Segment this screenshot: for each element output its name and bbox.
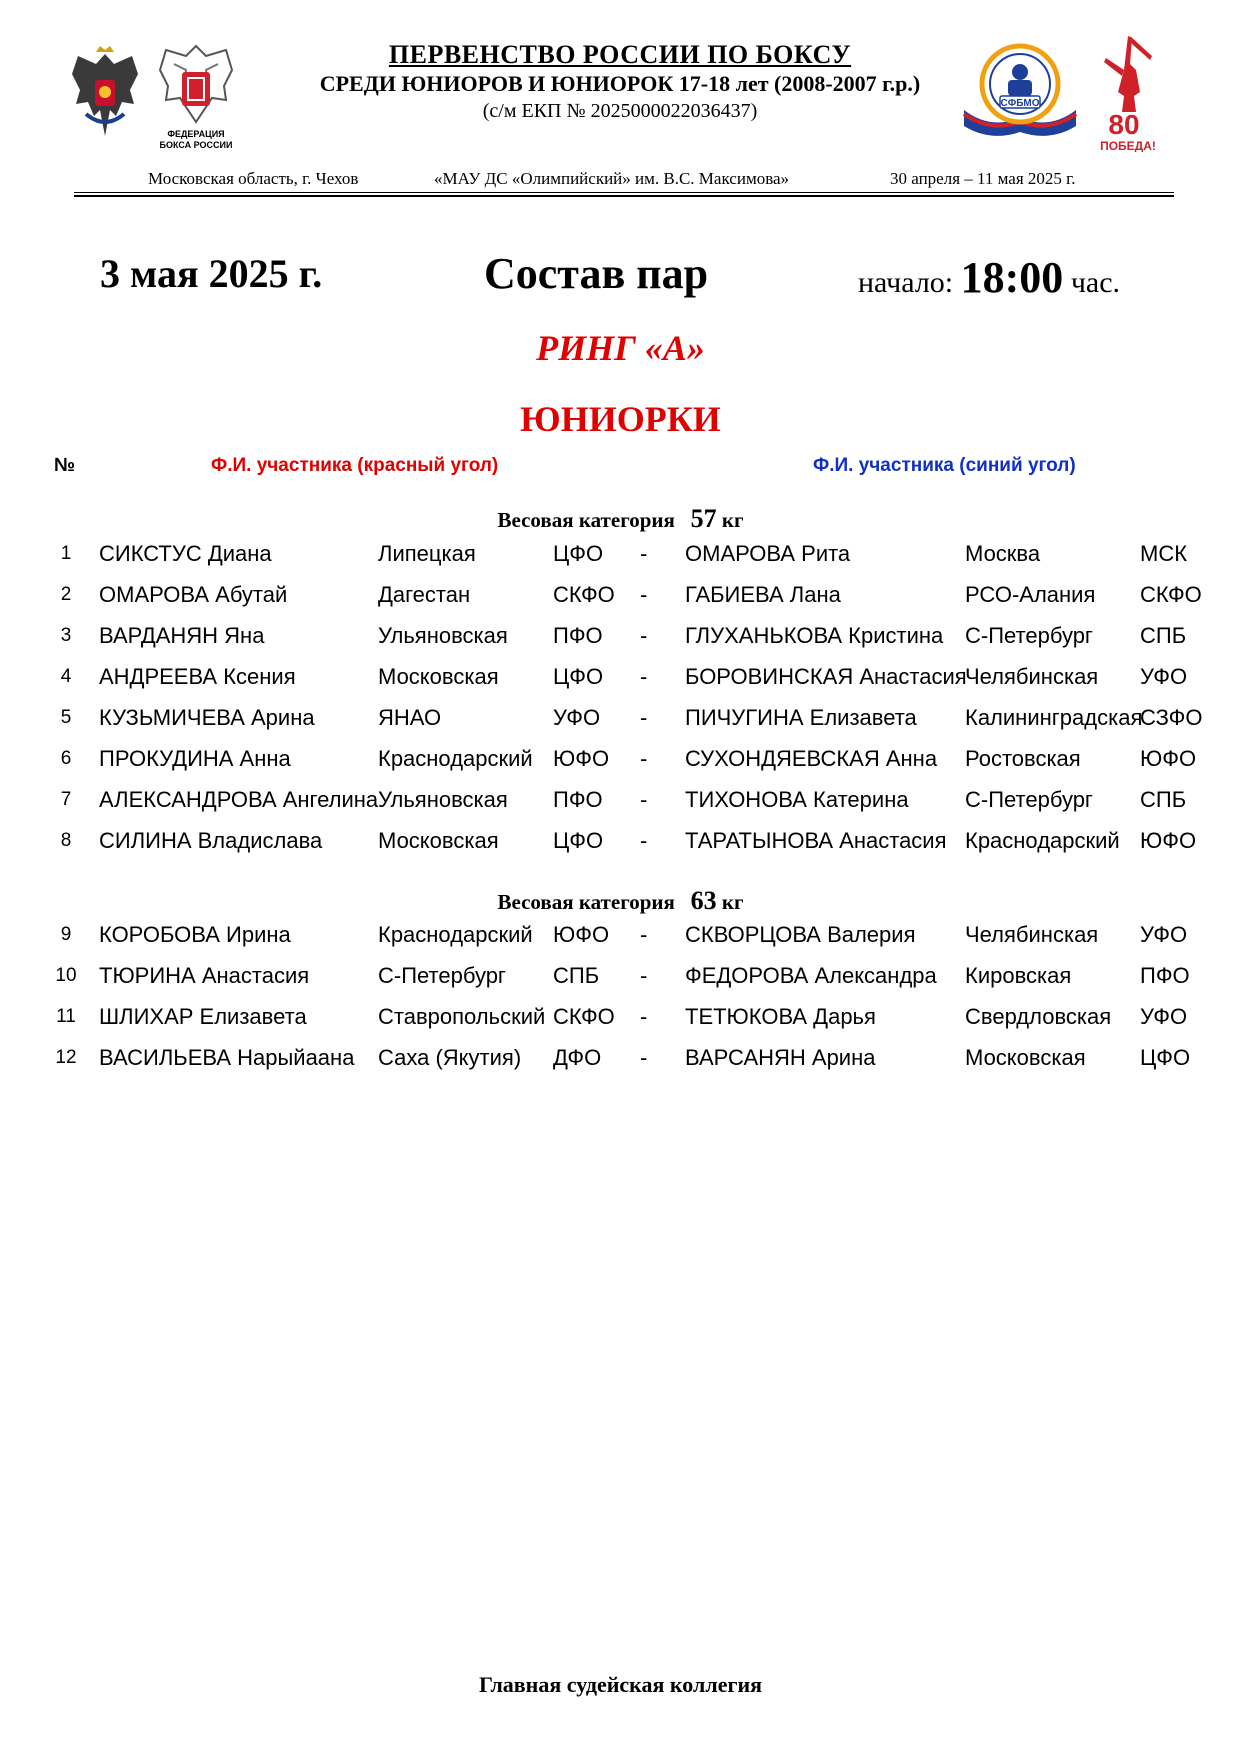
weight-category-label: Весовая категория (497, 508, 675, 532)
red-boxer-district: УФО (553, 705, 601, 730)
red-boxer-region: Краснодарский (378, 746, 533, 771)
table-row (0, 541, 1241, 581)
weight-category-57 (0, 504, 1241, 534)
event-title-line1: ПЕРВЕНСТВО РОССИИ ПО БОКСУ (388, 40, 852, 69)
blue-boxer-district: СКФО (1140, 582, 1202, 607)
red-boxer-name: ПРОКУДИНА Анна (99, 746, 291, 771)
table-row (0, 1004, 1241, 1044)
red-boxer-name: АНДРЕЕВА Ксения (99, 664, 296, 689)
weight-category-value: 63 (690, 886, 717, 915)
blue-boxer-region: Ростовская (965, 746, 1081, 771)
blue-boxer-name: СКВОРЦОВА Валерия (685, 922, 916, 947)
blue-boxer-region: С-Петербург (965, 623, 1093, 648)
victory-80-logo (1094, 34, 1164, 152)
table-row (0, 963, 1241, 1003)
blue-boxer-region: Москва (965, 541, 1041, 566)
header-divider (74, 192, 1174, 193)
red-boxer-region: Ульяновская (378, 623, 508, 648)
blue-boxer-district: ПФО (1140, 963, 1190, 988)
red-boxer-name: СИЛИНА Владислава (99, 828, 323, 853)
bout-separator: - (640, 746, 648, 771)
weight-category-63 (0, 886, 1241, 916)
red-boxer-district: ЦФО (553, 541, 604, 566)
column-header-red-corner: Ф.И. участника (красный угол) (211, 455, 499, 476)
bout-separator: - (640, 705, 648, 730)
blue-boxer-name: ФЕДОРОВА Александра (685, 963, 937, 988)
bout-separator: - (640, 963, 648, 988)
blue-boxer-district: СЗФО (1140, 705, 1203, 730)
blue-boxer-region: Свердловская (965, 1004, 1112, 1029)
venue-text: «МАУ ДС «Олимпийский» им. В.С. Максимова» (434, 169, 790, 188)
red-boxer-name: ШЛИХАР Елизавета (99, 1004, 307, 1029)
blue-boxer-name: ОМАРОВА Рита (685, 541, 851, 566)
red-boxer-district: ЮФО (553, 922, 610, 947)
blue-boxer-name: ТИХОНОВА Катерина (685, 787, 909, 812)
red-boxer-region: Ставропольский (378, 1004, 546, 1029)
blue-boxer-name: ВАРСАНЯН Арина (685, 1045, 876, 1070)
weight-category-unit: кг (721, 890, 744, 914)
blue-boxer-region: Краснодарский (965, 828, 1120, 853)
bout-separator: - (640, 1045, 648, 1070)
blue-boxer-region: Кировская (965, 963, 1072, 988)
table-row (0, 582, 1241, 622)
header-divider-thick (74, 195, 1174, 197)
red-boxer-region: С-Петербург (378, 963, 506, 988)
red-boxer-district: ПФО (553, 623, 603, 648)
bout-separator: - (640, 582, 648, 607)
victory-text: ПОБЕДА! (1100, 139, 1156, 152)
start-label: начало: (858, 266, 954, 299)
bout-number: 9 (60, 924, 72, 945)
blue-boxer-region: Челябинская (965, 664, 1099, 689)
red-boxer-district: ЮФО (553, 746, 610, 771)
weight-category-value: 57 (690, 504, 717, 533)
table-row (0, 828, 1241, 868)
red-boxer-region: ЯНАО (378, 705, 442, 730)
red-boxer-region: Ульяновская (378, 787, 508, 812)
red-boxer-district: СКФО (553, 582, 615, 607)
blue-boxer-name: СУХОНДЯЕВСКАЯ Анна (685, 746, 938, 771)
bout-separator: - (640, 623, 648, 648)
red-boxer-district: ПФО (553, 787, 603, 812)
bout-number: 11 (56, 1006, 76, 1027)
weight-category-label: Весовая категория (497, 890, 675, 914)
weight-category-unit: кг (721, 508, 744, 532)
bout-number: 5 (60, 707, 72, 728)
boxing-federation-logo (150, 40, 242, 150)
red-boxer-region: Липецкая (378, 541, 476, 566)
bout-separator: - (640, 828, 648, 853)
bout-separator: - (640, 1004, 648, 1029)
table-row (0, 1045, 1241, 1085)
blue-boxer-district: ЮФО (1140, 746, 1197, 771)
red-boxer-region: Московская (378, 664, 499, 689)
bout-number: 3 (60, 625, 72, 646)
red-boxer-name: КУЗЬМИЧЕВА Арина (99, 705, 315, 730)
column-header-number: № (54, 455, 76, 476)
red-boxer-name: АЛЕКСАНДРОВА Ангелина (99, 787, 379, 812)
red-boxer-region: Саха (Якутия) (378, 1045, 522, 1070)
blue-boxer-region: Челябинская (965, 922, 1099, 947)
blue-boxer-district: УФО (1140, 922, 1188, 947)
blue-boxer-name: ПИЧУГИНА Елизавета (685, 705, 917, 730)
table-row (0, 705, 1241, 745)
red-boxer-name: СИКСТУС Диана (99, 541, 272, 566)
blue-boxer-name: ГАБИЕВА Лана (685, 582, 841, 607)
event-title-line2: СРЕДИ ЮНИОРОВ И ЮНИОРОК 17-18 лет (2008-2007 г.р.) (319, 71, 921, 96)
bout-number: 8 (60, 830, 72, 851)
bout-separator: - (640, 664, 648, 689)
table-row (0, 746, 1241, 786)
red-boxer-district: СПБ (553, 963, 600, 988)
red-boxer-name: ОМАРОВА Абутай (99, 582, 288, 607)
red-boxer-name: ТЮРИНА Анастасия (99, 963, 310, 988)
red-boxer-region: Краснодарский (378, 922, 533, 947)
blue-boxer-district: СПБ (1140, 787, 1187, 812)
blue-boxer-region: Калининградская (965, 705, 1143, 730)
bout-separator: - (640, 787, 648, 812)
blue-boxer-name: ГЛУХАНЬКОВА Кристина (685, 623, 944, 648)
table-row (0, 623, 1241, 663)
start-unit: час. (1070, 266, 1121, 299)
blue-boxer-district: МСК (1140, 541, 1188, 566)
sfbmo-logo-text: СФБМО (1000, 98, 1040, 109)
start-time-line (858, 252, 1120, 303)
red-boxer-name: ВАРДАНЯН Яна (99, 623, 265, 648)
blue-boxer-region: РСО-Алания (965, 582, 1096, 607)
red-boxer-district: СКФО (553, 1004, 615, 1029)
location-text: Московская область, г. Чехов (148, 169, 359, 188)
blue-boxer-region: Московская (965, 1045, 1086, 1070)
red-boxer-name: КОРОБОВА Ирина (99, 922, 291, 947)
red-boxer-region: Московская (378, 828, 499, 853)
table-row (0, 787, 1241, 827)
bout-separator: - (640, 541, 648, 566)
bout-number: 10 (55, 965, 77, 986)
red-boxer-name: ВАСИЛЬЕВА Нарыйаана (99, 1045, 355, 1070)
dates-text: 30 апреля – 11 мая 2025 г. (890, 169, 1076, 188)
red-boxer-district: ЦФО (553, 828, 604, 853)
red-boxer-district: ДФО (553, 1045, 602, 1070)
division-label: ЮНИОРКИ (520, 399, 721, 439)
federation-logo-text-1: ФЕДЕРАЦИЯ (167, 129, 225, 139)
blue-boxer-district: СПБ (1140, 623, 1187, 648)
blue-boxer-region: С-Петербург (965, 787, 1093, 812)
start-time: 18:00 (960, 253, 1064, 302)
header-titles (250, 40, 990, 124)
bout-number: 6 (60, 748, 72, 769)
blue-boxer-district: УФО (1140, 1004, 1188, 1029)
bout-number: 7 (60, 789, 72, 810)
bout-number: 2 (60, 584, 72, 605)
column-header-blue-corner: Ф.И. участника (синий угол) (813, 455, 1076, 476)
victory-number: 80 (1108, 109, 1140, 140)
russian-coat-of-arms-logo (66, 44, 144, 142)
federation-logo-text-2: БОКСА РОССИИ (159, 140, 233, 150)
bout-separator: - (640, 922, 648, 947)
table-row (0, 922, 1241, 962)
blue-boxer-district: УФО (1140, 664, 1188, 689)
blue-boxer-district: ЦФО (1140, 1045, 1191, 1070)
ring-label: РИНГ «А» (536, 328, 705, 368)
table-row (0, 664, 1241, 704)
bout-number: 12 (55, 1047, 77, 1068)
bout-number: 1 (60, 543, 72, 564)
blue-boxer-name: ТАРАТЫНОВА Анастасия (685, 828, 947, 853)
footer-signature: Главная судейская коллегия (478, 1672, 763, 1697)
red-boxer-region: Дагестан (378, 582, 471, 607)
blue-boxer-name: ТЕТЮКОВА Дарья (685, 1004, 876, 1029)
blue-boxer-name: БОРОВИНСКАЯ Анастасия (685, 664, 967, 689)
blue-boxer-district: ЮФО (1140, 828, 1197, 853)
event-title-line3: (с/м ЕКП № 2025000022036437) (482, 100, 758, 122)
red-boxer-district: ЦФО (553, 664, 604, 689)
bout-date: 3 мая 2025 г. (100, 251, 323, 296)
page-title: Состав пар (484, 249, 709, 298)
bout-number: 4 (60, 666, 72, 687)
